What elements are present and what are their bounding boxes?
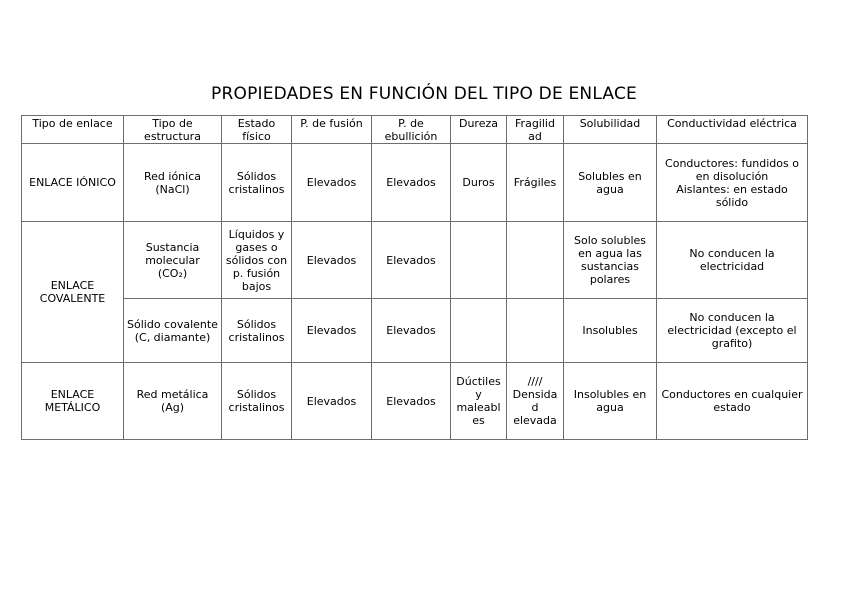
cell-estado: Sólidos cristalinos	[222, 363, 292, 440]
cell-ebullicion: Elevados	[372, 299, 451, 363]
cell-estado: Sólidos cristalinos	[222, 144, 292, 222]
table-row-covalente-molecular	[22, 222, 808, 299]
cell-estado: Líquidos y gases o sólidos con p. fusión bajos	[222, 222, 292, 299]
header-tipo-estructura: Tipo de estructura	[124, 116, 222, 144]
properties-table	[21, 115, 808, 440]
cell-estructura: Red iónica (NaCl)	[124, 144, 222, 222]
cell-fusion: Elevados	[292, 144, 372, 222]
cell-solubilidad: Solubles en agua	[564, 144, 657, 222]
cell-fragilidad	[507, 299, 564, 363]
header-tipo-enlace: Tipo de enlace	[22, 116, 124, 144]
group-label-ionico: ENLACE IÓNICO	[22, 144, 124, 222]
cell-estructura: Red metálica (Ag)	[124, 363, 222, 440]
header-punto-ebullicion: P. de ebullición	[372, 116, 451, 144]
cell-dureza	[451, 222, 507, 299]
cell-fragilidad	[507, 222, 564, 299]
header-conductividad: Conductividad eléctrica	[657, 116, 808, 144]
cell-fusion: Elevados	[292, 222, 372, 299]
cell-estructura: Sustancia molecular (CO₂)	[124, 222, 222, 299]
cell-dureza: Dúctiles y maleabl es	[451, 363, 507, 440]
group-label-covalente: ENLACE COVALENTE	[22, 222, 124, 363]
header-dureza: Dureza	[451, 116, 507, 144]
header-punto-fusion: P. de fusión	[292, 116, 372, 144]
cell-conductividad: Conductores en cualquier estado	[657, 363, 808, 440]
cell-fusion: Elevados	[292, 363, 372, 440]
cell-estado: Sólidos cristalinos	[222, 299, 292, 363]
page-title: PROPIEDADES EN FUNCIÓN DEL TIPO DE ENLACE	[211, 84, 637, 104]
table-row-metalico	[22, 363, 808, 440]
cell-fusion: Elevados	[292, 299, 372, 363]
cell-solubilidad: Insolubles en agua	[564, 363, 657, 440]
cell-conductividad: No conducen la electricidad (excepto el grafito)	[657, 299, 808, 363]
cell-solubilidad: Solo solubles en agua las sustancias polares	[564, 222, 657, 299]
cell-ebullicion: Elevados	[372, 363, 451, 440]
cell-estructura: Sólido covalente (C, diamante)	[124, 299, 222, 363]
table-row-ionico	[22, 144, 808, 222]
header-solubilidad: Solubilidad	[564, 116, 657, 144]
cell-fragilidad: Frágiles	[507, 144, 564, 222]
cell-fragilidad: //// Densida d elevada	[507, 363, 564, 440]
cell-dureza	[451, 299, 507, 363]
header-row	[22, 116, 808, 144]
cell-ebullicion: Elevados	[372, 222, 451, 299]
table-row-covalente-solido	[22, 299, 808, 363]
header-estado-fisico: Estado físico	[222, 116, 292, 144]
group-label-metalico: ENLACE METÁLICO	[22, 363, 124, 440]
cell-dureza: Duros	[451, 144, 507, 222]
header-fragilidad: Fragilid ad	[507, 116, 564, 144]
cell-solubilidad: Insolubles	[564, 299, 657, 363]
cell-conductividad: Conductores: fundidos o en disolución Aislantes: en estado sólido	[657, 144, 808, 222]
cell-conductividad: No conducen la electricidad	[657, 222, 808, 299]
cell-ebullicion: Elevados	[372, 144, 451, 222]
